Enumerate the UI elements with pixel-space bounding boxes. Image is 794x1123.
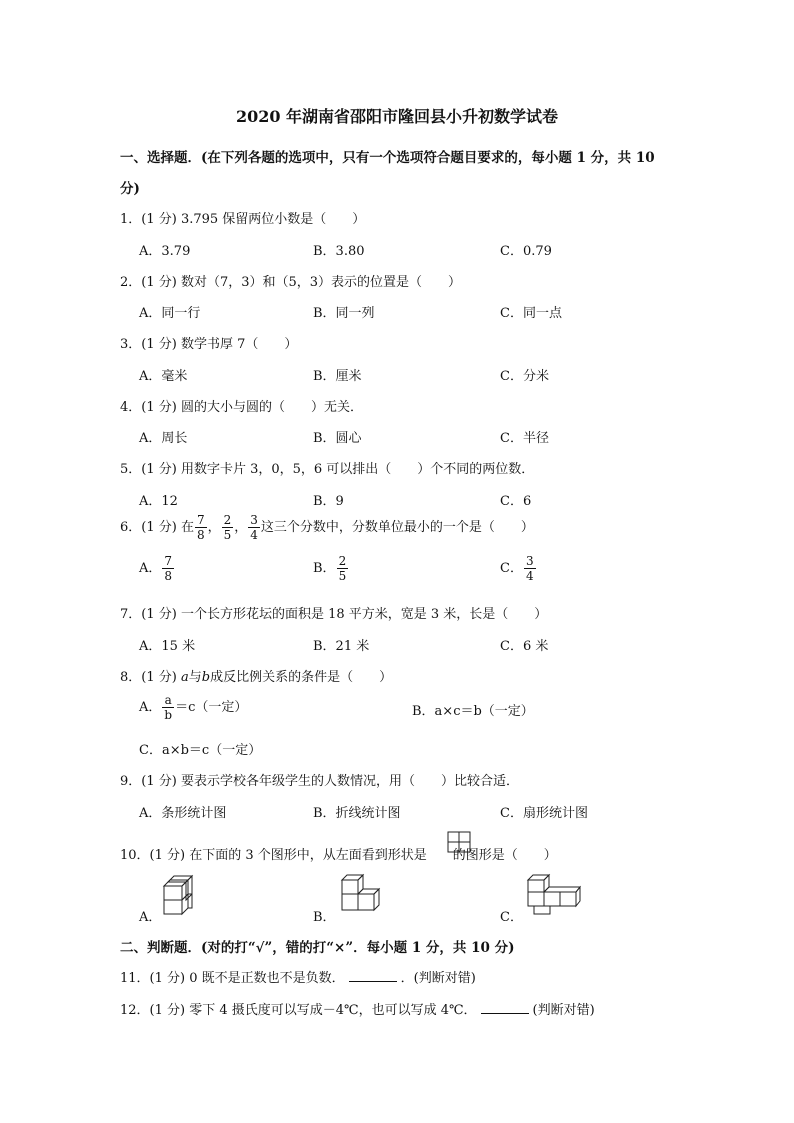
q9-option-b: B．折线统计图	[313, 806, 401, 821]
side-view-grid-icon	[447, 831, 471, 855]
q8-option-c: C．a×b＝c（一定）	[139, 743, 262, 758]
q3-option-c: C．分米	[500, 369, 549, 384]
answer-blank[interactable]	[349, 969, 397, 982]
question-1: 1．(1 分) 3.795 保留两位小数是（ ）	[120, 212, 366, 227]
q5-option-a: A．12	[139, 494, 178, 509]
question-5: 5．(1 分) 用数字卡片 3，0，5，6 可以排出（ ）个不同的两位数．	[120, 462, 535, 477]
q5-option-c: C．6	[500, 494, 532, 509]
fraction-3-4: $\frac{3}{4}$	[250, 513, 258, 542]
q10-option-b-label: B．	[313, 910, 336, 925]
q10-option-a-label: A．	[139, 910, 162, 925]
q6-option-b: B． $\frac{2}{5}$	[313, 554, 347, 583]
question-7: 7．(1 分) 一个长方形花坛的面积是 18 平方米，宽是 3 米，长是（ ）	[120, 607, 548, 622]
cube-stack-c-icon	[526, 872, 582, 918]
question-6: 6．(1 分) 在 $\frac{7}{8}$ ， $\frac{2}{5}$ ， $\frac{3}{4}$ 这三个分数中，分数单位最小的一个是（ ）	[120, 513, 534, 542]
q3-option-b: B．厘米	[313, 369, 362, 384]
q10-option-c-label: C．	[500, 910, 523, 925]
q8-option-a: A． $\frac{a}{b}$ ＝c（一定）	[139, 693, 248, 722]
cube-stack-a-icon	[160, 872, 206, 918]
question-10: 10．(1 分) 在下面的 3 个图形中，从左面看到形状是 的图形是（ ）	[120, 848, 557, 863]
section-1-heading-cont: 分)	[120, 181, 140, 197]
q5-option-b: B．9	[313, 494, 344, 509]
q7-option-a: A．15 米	[139, 639, 196, 654]
q9-option-a: A．条形统计图	[139, 806, 227, 821]
page-title: 2020 年湖南省邵阳市隆回县小升初数学试卷	[235, 107, 559, 126]
question-3: 3．(1 分) 数学书厚 7（ ）	[120, 337, 298, 352]
q6-option-a: A． $\frac{7}{8}$	[139, 554, 173, 583]
q6-suffix: 这三个分数中，分数单位最小的一个是（ ）	[260, 520, 534, 535]
q4-option-a: A．周长	[139, 431, 188, 446]
fraction-7-8: $\frac{7}{8}$	[196, 513, 205, 542]
question-4: 4．(1 分) 圆的大小与圆的（ ）无关．	[120, 400, 363, 415]
q6-option-c: C． $\frac{3}{4}$	[500, 554, 534, 583]
question-2: 2．(1 分) 数对（7，3）和（5，3）表示的位置是（ ）	[120, 275, 462, 290]
answer-blank[interactable]	[481, 1001, 529, 1014]
q2-option-c: C．同一点	[500, 306, 562, 321]
q1-option-c: C．0.79	[500, 244, 552, 259]
q1-option-b: B．3.80	[313, 244, 365, 259]
fraction-2-5: $\frac{2}{5}$	[223, 513, 232, 542]
q3-option-a: A．毫米	[139, 369, 188, 384]
q7-option-b: B．21 米	[313, 639, 370, 654]
question-9: 9．(1 分) 要表示学校各年级学生的人数情况，用（ ）比较合适．	[120, 774, 519, 789]
section-1-heading: 一、选择题．(在下列各题的选项中，只有一个选项符合题目要求的，每小题 1 分，共 10	[120, 150, 655, 166]
cube-stack-b-icon	[338, 872, 384, 918]
q9-option-c: C．扇形统计图	[500, 806, 588, 821]
q2-option-a: A．同一行	[139, 306, 201, 321]
q6-prefix: 6．(1 分) 在	[120, 520, 194, 535]
q4-option-b: B．圆心	[313, 431, 362, 446]
section-2-heading: 二、判断题．(对的打“√”，错的打“×”．每小题 1 分，共 10 分)	[120, 940, 515, 956]
q8-option-b: B．a×c＝b（一定）	[412, 704, 534, 719]
q2-option-b: B．同一列	[313, 306, 375, 321]
question-12: 12．(1 分) 零下 4 摄氏度可以写成－4℃，也可以写成 4℃． (判断对错)	[120, 1003, 595, 1018]
question-8: 8．(1 分) a与b成反比例关系的条件是（ ）	[120, 670, 393, 685]
q1-option-a: A．3.79	[139, 244, 191, 259]
question-11: 11．(1 分) 0 既不是正数也不是负数． ．(判断对错)	[120, 971, 476, 986]
q7-option-c: C．6 米	[500, 639, 549, 654]
q4-option-c: C．半径	[500, 431, 549, 446]
